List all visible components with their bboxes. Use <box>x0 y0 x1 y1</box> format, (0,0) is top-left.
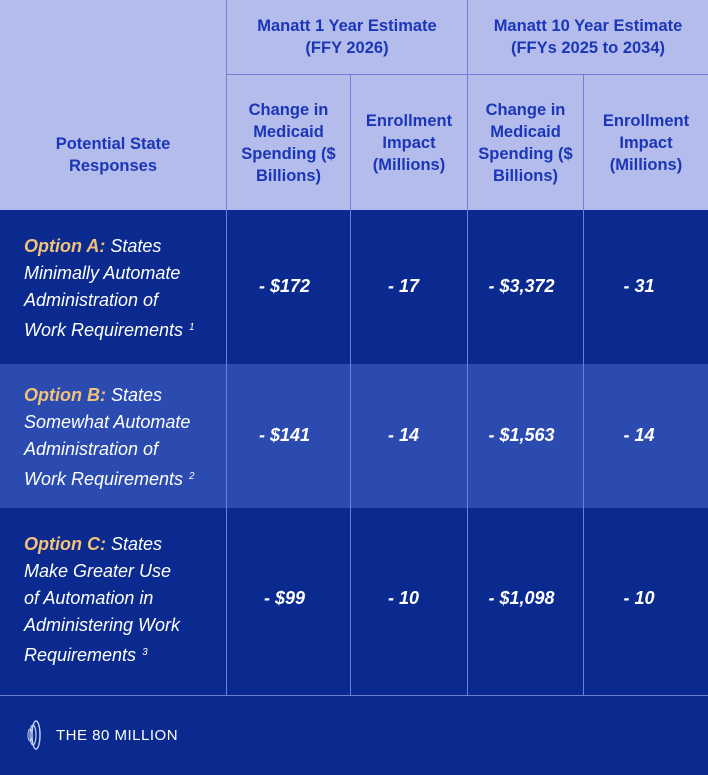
header-spending-1-year <box>227 75 350 210</box>
row-b-line3: Administration of <box>24 439 159 459</box>
row-b-footnote: 2 <box>189 471 195 482</box>
row-c-enroll-1yr: - 10 <box>387 588 420 608</box>
row-b-line1: States <box>111 385 163 405</box>
row-b-enroll-1yr: - 14 <box>387 425 420 445</box>
brand-logo <box>24 719 178 751</box>
row-c-spend-1yr: - $99 <box>263 588 306 608</box>
row-a-option: Option A: <box>24 236 106 256</box>
row-c-line2: Make Greater Use <box>24 561 172 581</box>
header-spending-1-text: Change in Medicaid Spending ($ Billions) <box>241 100 336 185</box>
header-spending-10-text: Change in Medicaid Spending ($ Billions) <box>478 100 573 185</box>
row-c-line4: Administering Work <box>24 615 181 635</box>
header-group-10-text: Manatt 10 Year Estimate (FFYs 2025 to 2034) <box>493 17 683 57</box>
row-c-line5: Requirements <box>24 645 137 665</box>
header-enrollment-10-text: Enrollment Impact (Millions) <box>602 111 690 174</box>
header-enrollment-1-year <box>351 75 467 210</box>
header-row-label-text: Potential State Responses <box>55 135 171 175</box>
row-a-line4: Work Requirements <box>24 320 184 340</box>
row-c-footnote: 3 <box>142 647 148 658</box>
header-spending-10-year <box>468 75 583 210</box>
row-b-option: Option B: <box>24 385 106 405</box>
row-a-line1: States <box>110 236 162 256</box>
header-group-10-year <box>468 0 708 74</box>
grid-line-h-header <box>226 74 708 75</box>
row-c-label <box>24 531 219 669</box>
row-c-line1: States <box>111 534 163 554</box>
header-enrollment-1-text: Enrollment Impact (Millions) <box>365 111 453 174</box>
brand-name: THE 80 MILLION <box>56 726 179 744</box>
grid-line-v4 <box>583 75 584 696</box>
header-enrollment-10-year <box>584 75 708 210</box>
row-a-label <box>24 233 219 344</box>
row-a-line3: Administration of <box>24 290 159 310</box>
row-c-spend-10yr: - $1,098 <box>488 588 555 608</box>
brand-mark-icon <box>24 719 48 751</box>
row-b-spend-10yr: - $1,563 <box>488 425 555 445</box>
header-group-1-year <box>227 0 467 74</box>
row-a-line2: Minimally Automate <box>24 263 181 283</box>
row-a-enroll-10yr: - 31 <box>623 276 655 296</box>
row-a-enroll-1yr: - 17 <box>387 276 420 296</box>
grid-line-v1 <box>226 0 227 696</box>
row-b-line4: Work Requirements <box>24 469 184 489</box>
row-c-enroll-10yr: - 10 <box>623 588 655 608</box>
row-c-line3: of Automation in <box>24 588 154 608</box>
row-b-label <box>24 382 219 493</box>
row-b-enroll-10yr: - 14 <box>623 425 655 445</box>
row-c-option: Option C: <box>24 534 106 554</box>
grid-line-v2 <box>350 75 351 696</box>
row-b-line2: Somewhat Automate <box>24 412 191 432</box>
row-b-spend-1yr: - $141 <box>258 425 311 445</box>
header-row-label <box>0 0 226 210</box>
row-a-footnote: 1 <box>189 322 195 333</box>
row-a-spend-10yr: - $3,372 <box>488 276 555 296</box>
row-a-spend-1yr: - $172 <box>258 276 311 296</box>
grid-line-v3 <box>467 0 468 696</box>
header-group-1-text: Manatt 1 Year Estimate (FFY 2026) <box>257 17 437 57</box>
